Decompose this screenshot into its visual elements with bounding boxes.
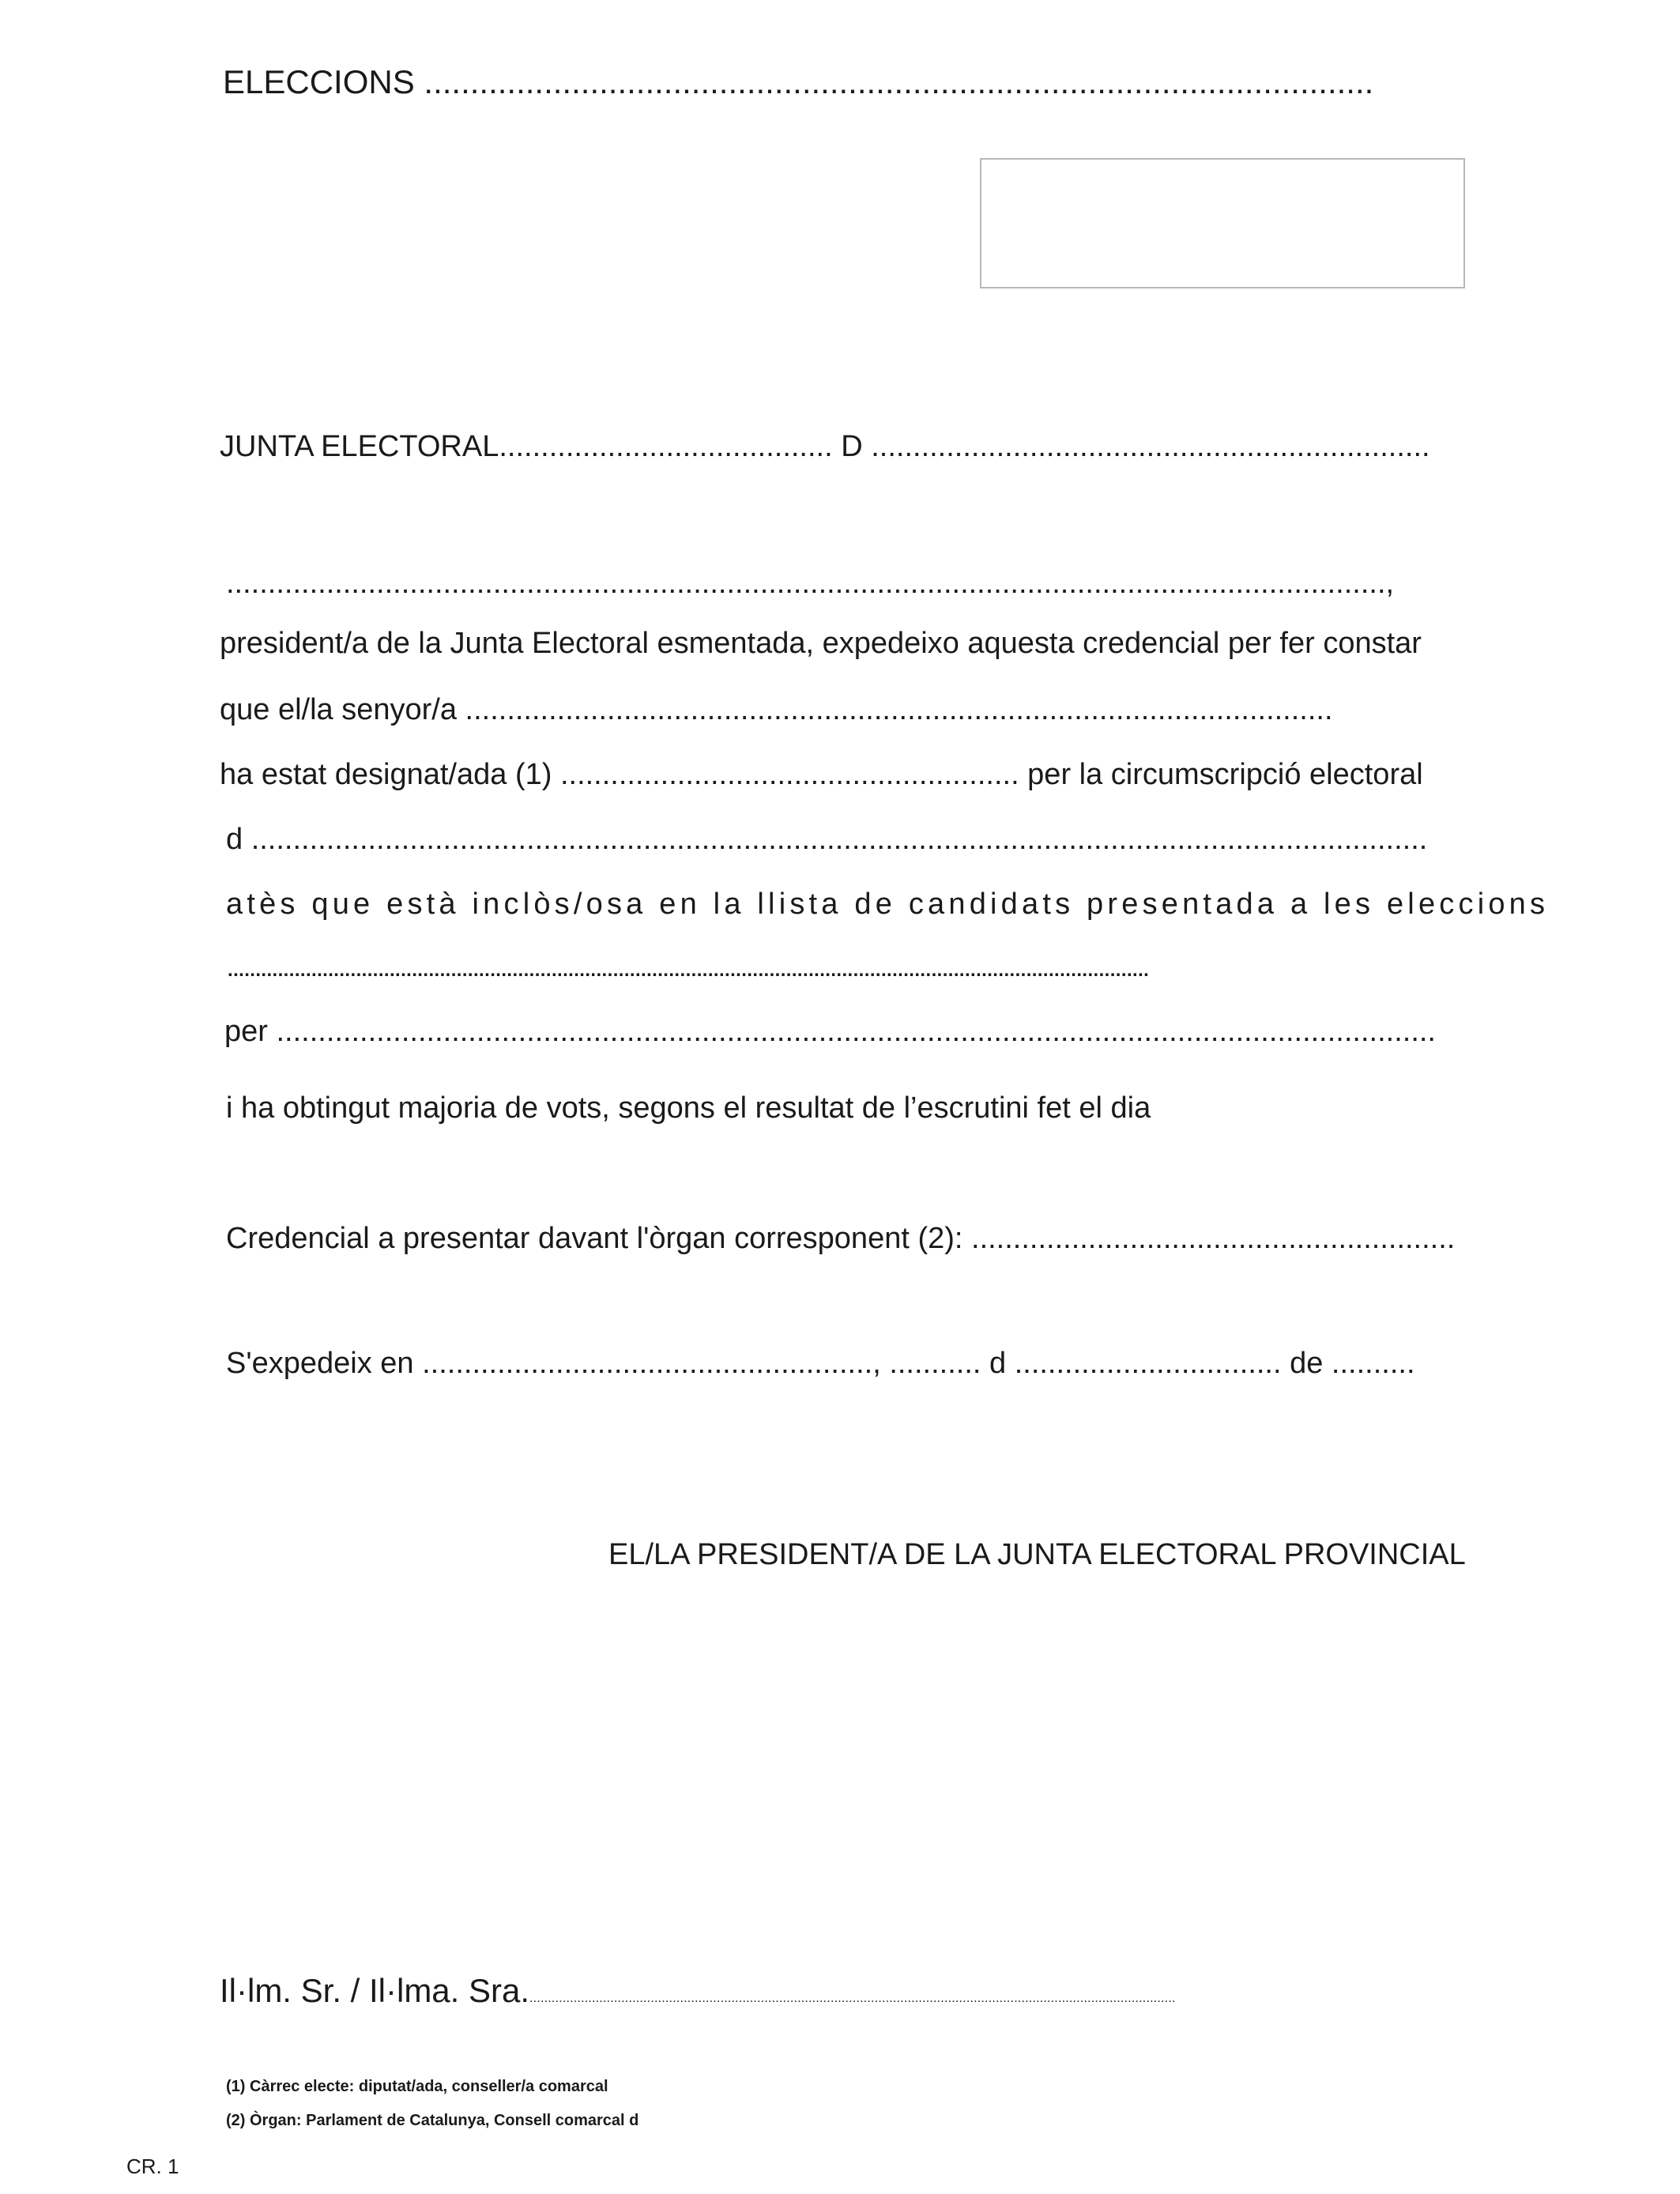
candidate-name-line: que el/la senyor/a ........................................................................................................ [220, 693, 1333, 726]
footnote-1: (1) Càrrec electe: diputat/ada, conseller/a comarcal [226, 2078, 608, 2095]
designation-line: ha estat designat/ada (1) ....................................................... per la circumscripció electoral [220, 758, 1423, 791]
footnote-2: (2) Òrgan: Parlament de Catalunya, Consell comarcal d [226, 2112, 639, 2129]
junta-electoral-line: JUNTA ELECTORAL........................................ D ................................................................... [220, 430, 1430, 463]
honorific-label: Il·lm. Sr. / Il·lma. Sra. [220, 1972, 530, 2009]
elections-name-field: ..................................................................................................................................................................... [228, 959, 1150, 981]
president-name-field: ..........................................................................................................................................., [226, 567, 1395, 600]
signature-title: EL/LA PRESIDENT/A DE LA JUNTA ELECTORAL PROVINCIAL [608, 1538, 1466, 1571]
president-statement-line: president/a de la Junta Electoral esmentada, expedeixo aquesta credencial per fer constar [220, 627, 1422, 660]
elections-title: ELECCIONS ....................................................................................................... [223, 63, 1374, 100]
issue-place-date-line: S'expedeix en ......................................................, ........... d ................................ de .......... [226, 1347, 1415, 1380]
candidate-list-line: atès que està inclòs/osa en la llista de candidats presentada a les eleccions [226, 888, 1550, 921]
party-line: per ........................................................................................................................................... [224, 1015, 1436, 1048]
form-code: CR. 1 [126, 2154, 179, 2178]
honorific-line [220, 1972, 1176, 2018]
honorific-dots: ................................................................................................................................................................................ [529, 1992, 1176, 2005]
circumscription-line: d ............................................................................................................................................. [226, 823, 1428, 856]
majority-line: i ha obtingut majoria de vots, segons el resultat de l’escrutini fet el dia [226, 1091, 1151, 1125]
stamp-box [980, 158, 1465, 288]
organ-credential-line: Credencial a presentar davant l'òrgan corresponent (2): .......................................................... [226, 1222, 1456, 1255]
